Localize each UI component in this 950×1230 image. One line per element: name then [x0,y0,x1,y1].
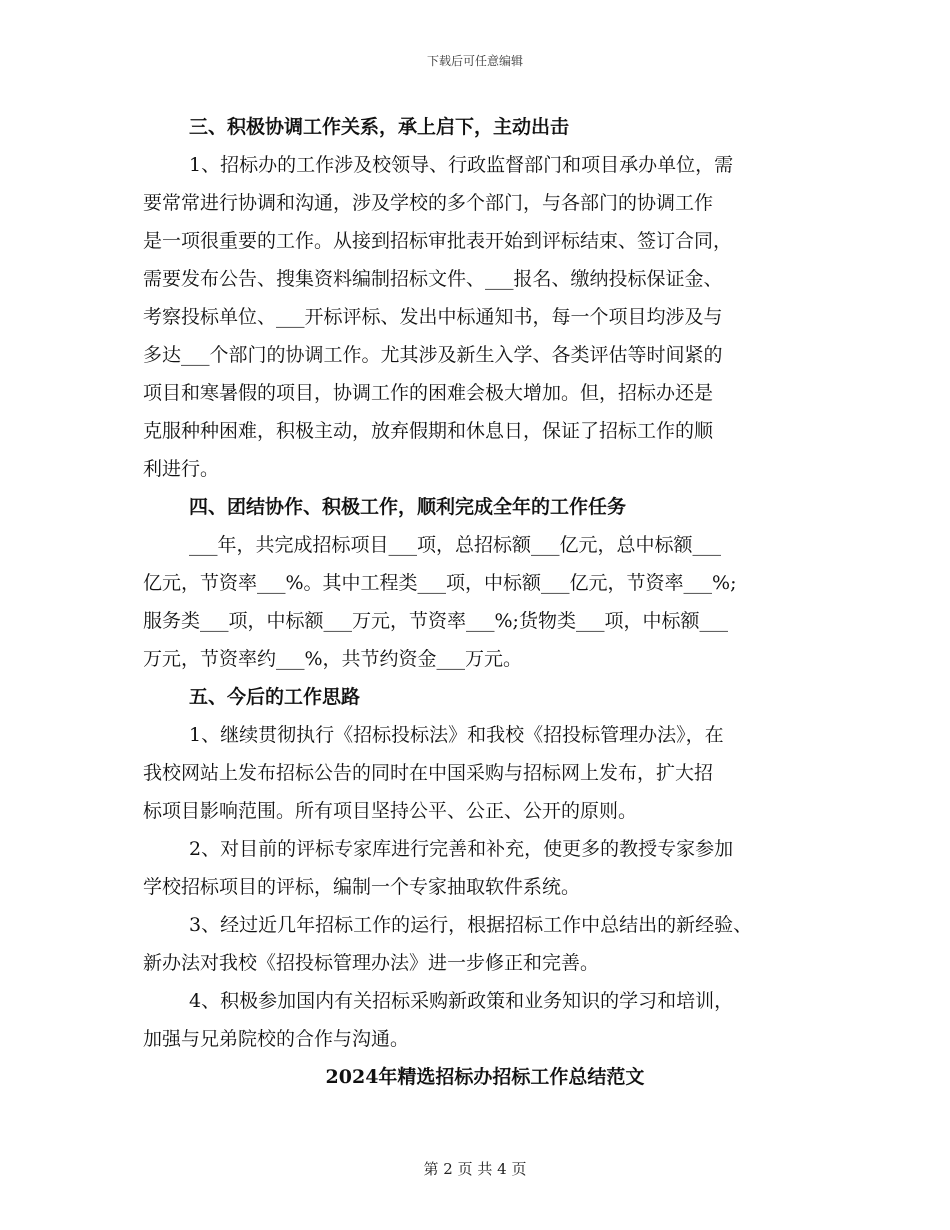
paragraph [143,906,807,982]
text-line: 2、对目前的评标专家库进行完善和补充，使更多的教授专家参加 [189,838,734,860]
text-line: 新办法对我校《招投标管理办法》进一步修正和完善。 [143,952,600,974]
paragraph [143,526,807,678]
text-line: 需要发布公告、搜集资料编制招标文件、___报名、缴纳投标保证金、 [143,268,723,290]
text-line: 克服种种困难，积极主动，放弃假期和休息日，保证了招标工作的顺 [143,420,714,442]
text-line: 标项目影响范围。所有项目坚持公平、公正、公开的原则。 [143,800,638,822]
text-line: 1、招标办的工作涉及校领导、行政监督部门和项目承办单位，需 [189,154,734,176]
text-line: 4、积极参加国内有关招标采购新政策和业务知识的学习和培训， [189,990,734,1012]
paragraph [143,830,807,906]
document-title: 2024年精选招标办招标工作总结范文 [325,1066,645,1088]
text-line: 要常常进行协调和沟通，涉及学校的多个部门，与各部门的协调工作 [143,192,714,214]
section-heading: 五、今后的工作思路 [189,686,361,708]
text-line: 多达___个部门的协调工作。尤其涉及新生入学、各类评估等时间紧的 [143,344,723,366]
text-line: 我校网站上发布招标公告的同时在中国采购与招标网上发布，扩大招 [143,762,714,784]
document-body [143,108,807,1096]
text-line: ___年，共完成招标项目___项，总招标额___亿元，总中标额___ [189,534,722,556]
text-line: 亿元，节资率___%。其中工程类___项，中标额___亿元，节资率___%; [143,572,737,594]
paragraph [143,716,807,830]
text-line: 3、经过近几年招标工作的运行，根据招标工作中总结出的新经验、 [189,914,753,936]
section-5 [143,678,807,1058]
section-3 [143,108,807,488]
section-heading: 三、积极协调工作关系，承上启下，主动出击 [189,116,570,138]
paragraph [143,146,807,488]
text-line: 1、继续贯彻执行《招标投标法》和我校《招投标管理办法》，在 [189,724,724,746]
text-line: 服务类___项，中标额___万元，节资率___%;货物类___项，中标额___ [143,610,728,632]
page-header: 下载后可任意编辑 [426,54,523,68]
page-number-footer: 第 2 页 共 4 页 [423,1160,527,1178]
text-line: 是一项很重要的工作。从接到招标审批表开始到评标结束、签订合同， [143,230,733,252]
text-line: 加强与兄弟院校的合作与沟通。 [143,1028,410,1050]
paragraph [143,982,807,1058]
section-heading: 四、团结协作、积极工作，顺利完成全年的工作任务 [189,496,627,518]
text-line: 万元，节资率约___%，共节约资金___万元。 [143,648,523,670]
text-line: 考察投标单位、___开标评标、发出中标通知书，每一个项目均涉及与 [143,306,723,328]
text-line: 学校招标项目的评标，编制一个专家抽取软件系统。 [143,876,581,898]
section-4 [143,488,807,678]
text-line: 项目和寒暑假的项目，协调工作的困难会极大增加。但，招标办还是 [143,382,714,404]
text-line: 利进行。 [143,458,220,480]
